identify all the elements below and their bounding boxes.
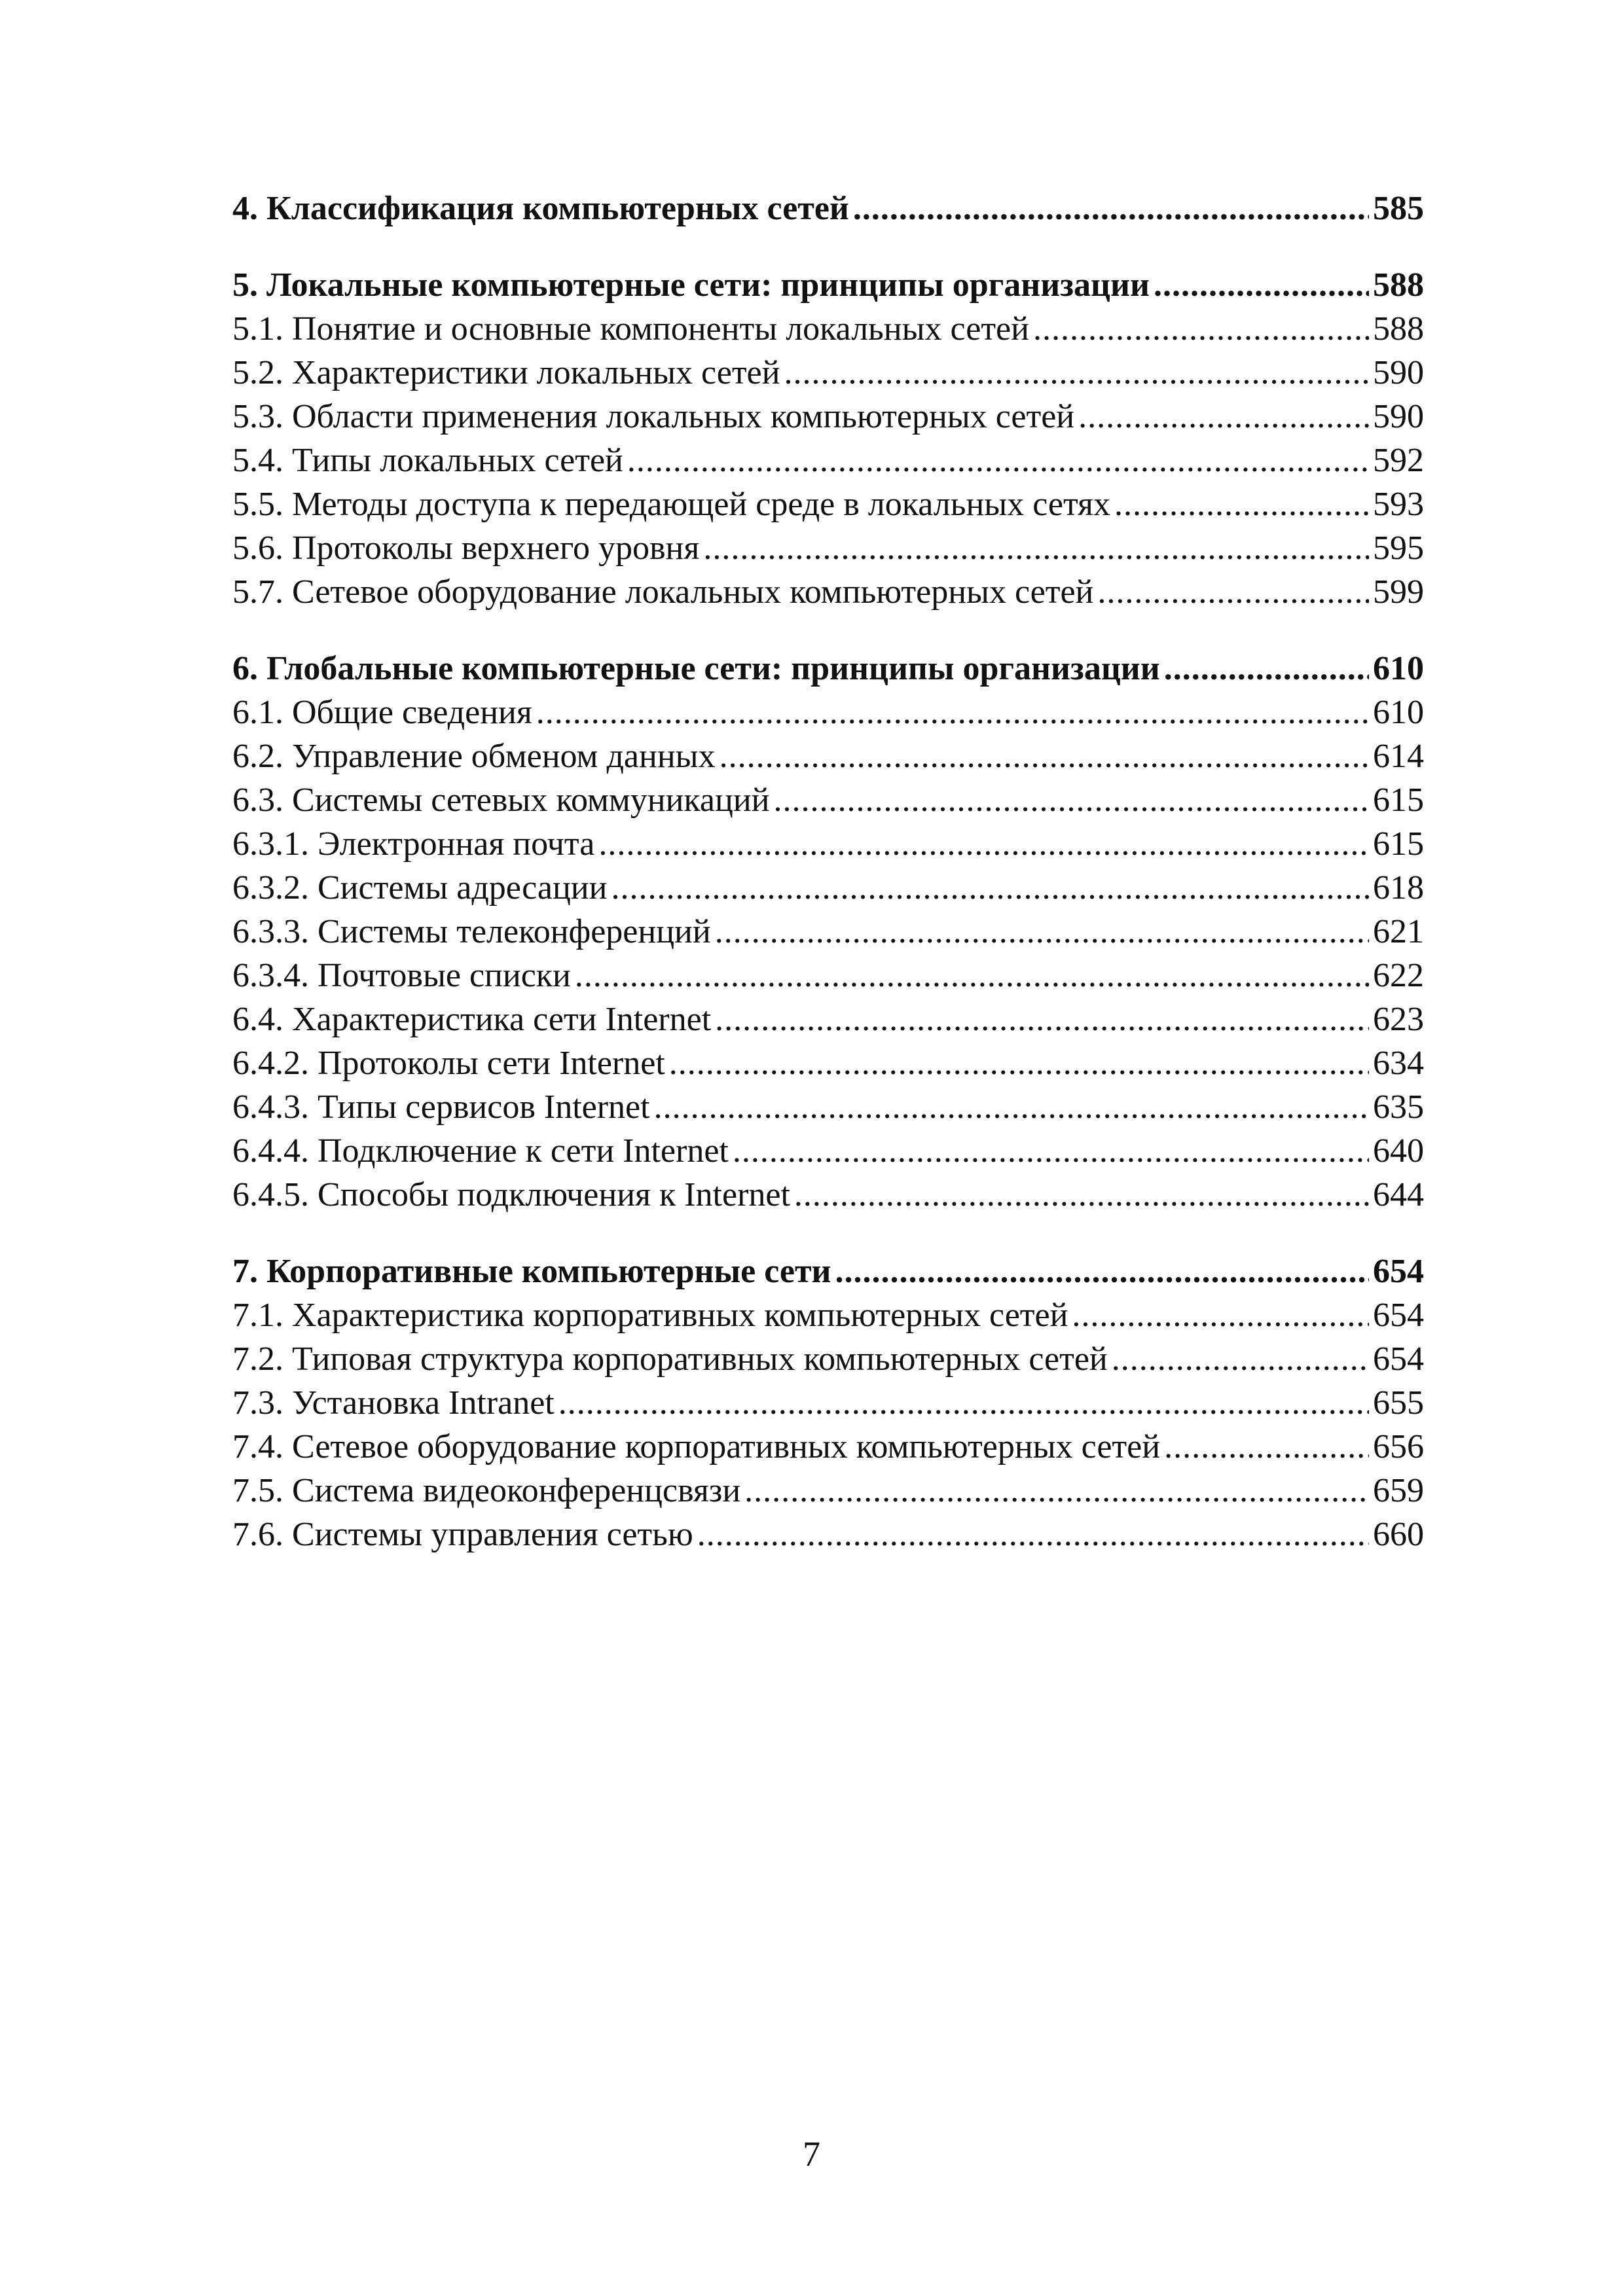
toc-entry-page: 590 — [1373, 354, 1424, 391]
toc-entry[interactable] — [232, 997, 1424, 1041]
toc-chapter-entry[interactable] — [232, 1249, 1424, 1293]
toc-entry[interactable] — [232, 1513, 1424, 1556]
toc-entry-page: 593 — [1373, 486, 1424, 523]
toc-entry[interactable] — [232, 1381, 1424, 1425]
dot-leader — [1033, 307, 1369, 351]
dot-leader — [1097, 570, 1369, 614]
dot-leader — [1164, 647, 1369, 691]
toc-entry-page: 592 — [1373, 442, 1424, 479]
toc-entry-title: 7. Корпоративные компьютерные сети — [232, 1253, 831, 1290]
toc-entry-title: 5.1. Понятие и основные компоненты локальных сетей — [232, 310, 1029, 348]
dot-leader — [611, 866, 1369, 910]
toc-entry-title: 6.4.5. Способы подключения к Internet — [232, 1176, 790, 1213]
toc-entry-title: 7.2. Типовая структура корпоративных компьютерных сетей — [232, 1340, 1108, 1378]
toc-entry-title: 7.4. Сетевое оборудование корпоративных компьютерных сетей — [232, 1428, 1161, 1465]
toc-entry[interactable] — [232, 307, 1424, 351]
dot-leader — [575, 954, 1369, 997]
toc-entry-page: 610 — [1373, 694, 1424, 731]
toc-entry-title: 6.1. Общие сведения — [232, 694, 532, 731]
toc-entry[interactable] — [232, 734, 1424, 778]
toc-entry-title: 5.2. Характеристики локальных сетей — [232, 354, 780, 391]
toc-entry-title: 7.6. Системы управления сетью — [232, 1516, 693, 1553]
toc-entry-page: 621 — [1373, 913, 1424, 950]
toc-entry-page: 615 — [1373, 825, 1424, 863]
toc-entry[interactable] — [232, 1469, 1424, 1513]
dot-leader — [536, 691, 1369, 734]
toc-entry-title: 6.3.3. Системы телеконференций — [232, 913, 711, 950]
dot-leader — [1114, 482, 1369, 526]
toc-entry[interactable] — [232, 439, 1424, 482]
toc-chapter-entry[interactable] — [232, 263, 1424, 307]
dot-leader — [784, 351, 1369, 395]
toc-entry[interactable] — [232, 395, 1424, 439]
toc-entry-title: 6.2. Управление обменом данных — [232, 738, 716, 775]
toc-entry-title: 7.3. Установка Intranet — [232, 1384, 555, 1422]
toc-entry-page: 622 — [1373, 957, 1424, 994]
dot-leader — [773, 778, 1369, 822]
toc-entry-page: 644 — [1373, 1176, 1424, 1213]
toc-entry[interactable] — [232, 351, 1424, 395]
toc-section — [232, 187, 1424, 230]
toc-entry-title: 6.3.2. Системы адресации — [232, 869, 608, 906]
toc-entry[interactable] — [232, 1085, 1424, 1129]
toc-entry[interactable] — [232, 1425, 1424, 1469]
toc-entry-page: 635 — [1373, 1088, 1424, 1126]
dot-leader — [715, 910, 1369, 954]
toc-entry-title: 4. Классификация компьютерных сетей — [232, 190, 849, 227]
toc-entry-page: 656 — [1373, 1428, 1424, 1465]
toc-entry[interactable] — [232, 691, 1424, 734]
toc-entry-title: 5.4. Типы локальных сетей — [232, 442, 623, 479]
toc-entry-title: 5.7. Сетевое оборудование локальных компьютерных сетей — [232, 573, 1094, 611]
dot-leader — [1112, 1337, 1369, 1381]
toc-entry-title: 6.4.4. Подключение к сети Internet — [232, 1132, 729, 1170]
dot-leader — [733, 1129, 1369, 1173]
toc-entry-page: 588 — [1373, 266, 1424, 304]
toc-entry-title: 5.3. Области применения локальных компьютерных сетей — [232, 398, 1075, 435]
toc-entry-page: 590 — [1373, 398, 1424, 435]
toc-entry[interactable] — [232, 1337, 1424, 1381]
toc-entry[interactable] — [232, 1041, 1424, 1085]
dot-leader — [669, 1041, 1369, 1085]
toc-entry-page: 640 — [1373, 1132, 1424, 1170]
toc-entry[interactable] — [232, 570, 1424, 614]
toc-entry-title: 6.3.4. Почтовые списки — [232, 957, 571, 994]
toc-chapter-entry[interactable] — [232, 187, 1424, 230]
toc-entry-page: 585 — [1373, 190, 1424, 227]
toc-section — [232, 1249, 1424, 1556]
toc-entry-page: 654 — [1373, 1253, 1424, 1290]
dot-leader — [598, 822, 1369, 866]
dot-leader — [1164, 1425, 1369, 1469]
toc-entry[interactable] — [232, 954, 1424, 997]
dot-leader — [627, 439, 1369, 482]
dot-leader — [697, 1513, 1369, 1556]
toc-entry-page: 614 — [1373, 738, 1424, 775]
toc-entry[interactable] — [232, 822, 1424, 866]
dot-leader — [654, 1085, 1369, 1129]
toc-entry-page: 588 — [1373, 310, 1424, 348]
toc-entry[interactable] — [232, 1173, 1424, 1217]
toc-section — [232, 647, 1424, 1217]
toc-entry-title: 6. Глобальные компьютерные сети: принципы организации — [232, 650, 1160, 687]
dot-leader — [1072, 1293, 1369, 1337]
toc-entry-title: 7.5. Система видеоконференцсвязи — [232, 1472, 741, 1509]
toc-entry-title: 6.4.2. Протоколы сети Internet — [232, 1045, 665, 1082]
toc-entry-page: 655 — [1373, 1384, 1424, 1422]
toc-entry[interactable] — [232, 910, 1424, 954]
toc-entry-title: 6.3. Системы сетевых коммуникаций — [232, 781, 770, 819]
toc-entry-page: 654 — [1373, 1297, 1424, 1334]
toc-entry-title: 5. Локальные компьютерные сети: принципы организации — [232, 266, 1150, 304]
toc-entry-title: 6.4.3. Типы сервисов Internet — [232, 1088, 650, 1126]
dot-leader — [744, 1469, 1369, 1513]
dot-leader — [853, 187, 1369, 230]
toc-entry-page: 654 — [1373, 1340, 1424, 1378]
dot-leader — [835, 1249, 1370, 1293]
toc-entry-page: 595 — [1373, 529, 1424, 567]
toc-entry[interactable] — [232, 1129, 1424, 1173]
toc-entry[interactable] — [232, 1293, 1424, 1337]
dot-leader — [720, 734, 1369, 778]
toc-entry[interactable] — [232, 866, 1424, 910]
toc-entry-page: 599 — [1373, 573, 1424, 611]
toc-entry-page: 610 — [1373, 650, 1424, 687]
toc-entry-page: 623 — [1373, 1001, 1424, 1038]
dot-leader — [558, 1381, 1369, 1425]
table-of-contents — [232, 187, 1424, 1589]
toc-entry-title: 5.5. Методы доступа к передающей среде в локальных сетях — [232, 486, 1110, 523]
dot-leader — [715, 997, 1369, 1041]
toc-section — [232, 263, 1424, 614]
toc-chapter-entry[interactable] — [232, 647, 1424, 691]
toc-entry[interactable] — [232, 482, 1424, 526]
toc-entry[interactable] — [232, 526, 1424, 570]
toc-entry-title: 6.4. Характеристика сети Internet — [232, 1001, 712, 1038]
toc-entry-title: 5.6. Протоколы верхнего уровня — [232, 529, 700, 567]
toc-entry-page: 659 — [1373, 1472, 1424, 1509]
toc-entry-page: 660 — [1373, 1516, 1424, 1553]
toc-entry-title: 6.3.1. Электронная почта — [232, 825, 595, 863]
toc-entry-page: 615 — [1373, 781, 1424, 819]
toc-entry-title: 7.1. Характеристика корпоративных компьютерных сетей — [232, 1297, 1068, 1334]
toc-entry-page: 618 — [1373, 869, 1424, 906]
toc-entry[interactable] — [232, 778, 1424, 822]
dot-leader — [794, 1173, 1369, 1217]
toc-entry-page: 634 — [1373, 1045, 1424, 1082]
dot-leader — [1154, 263, 1369, 307]
dot-leader — [1078, 395, 1369, 439]
page-number: 7 — [803, 2134, 820, 2174]
dot-leader — [703, 526, 1369, 570]
